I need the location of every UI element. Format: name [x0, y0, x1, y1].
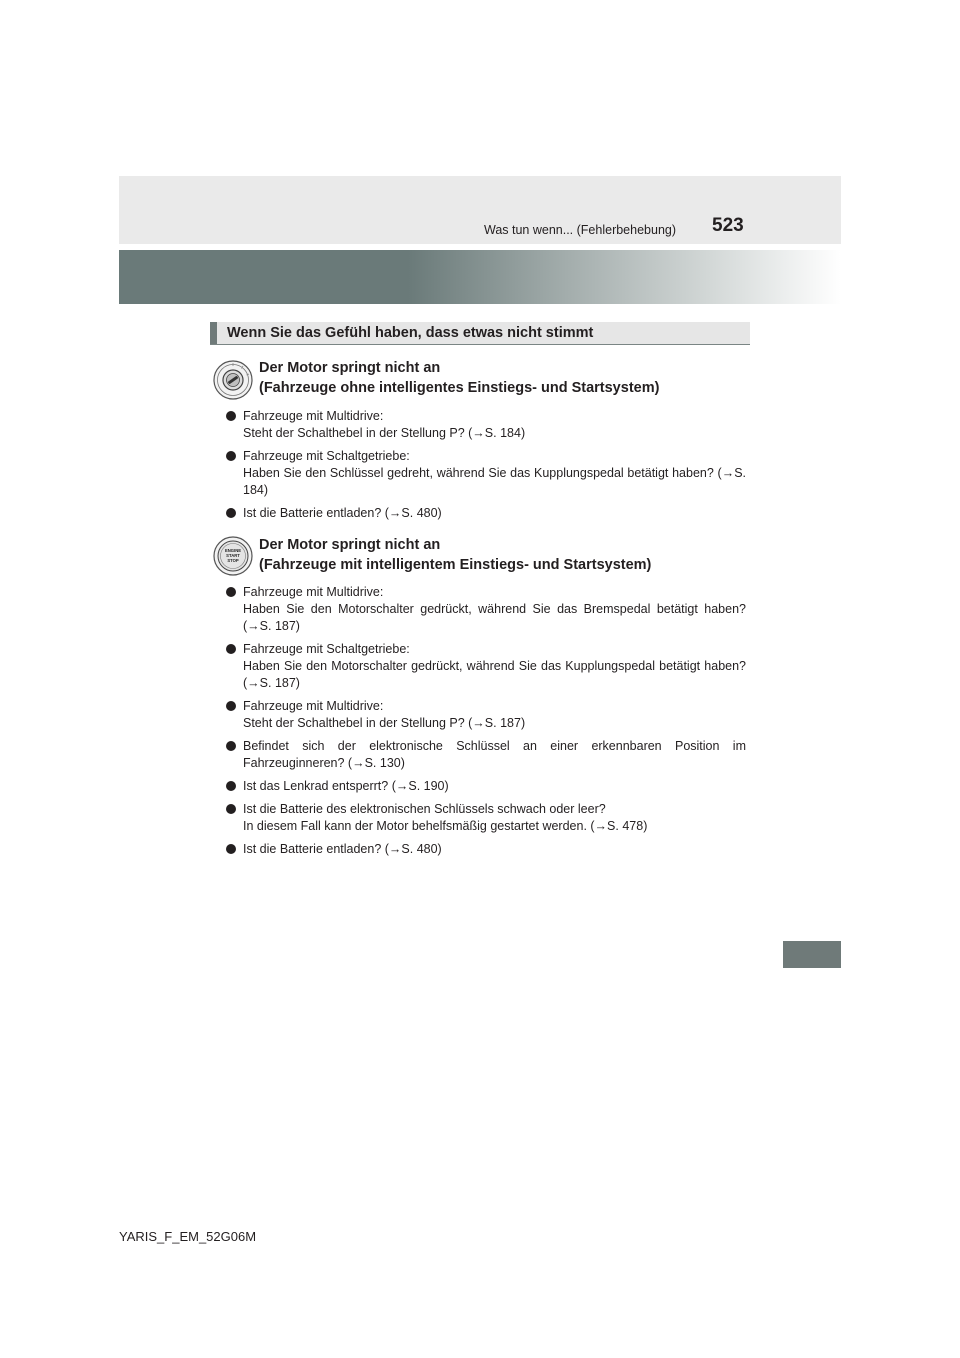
bullet-icon	[226, 411, 236, 421]
list-item-text: Ist die Batterie entladen? (→S. 480)	[243, 842, 442, 856]
ignition-key-switch-icon	[213, 360, 253, 400]
bullet-icon	[226, 804, 236, 814]
document-code: YARIS_F_EM_52G06M	[119, 1229, 257, 1244]
list-item-text: Fahrzeuge mit Multidrive: Steht der Schalthebel in der Stellung P? (→S. 187)	[243, 699, 526, 730]
bullet-icon	[226, 781, 236, 791]
bullet-icon	[226, 451, 236, 461]
page-number: 523	[712, 215, 744, 236]
chapter-title: Was tun wenn... (Fehlerbehebung)	[484, 223, 677, 237]
bullet-icon	[226, 844, 236, 854]
icon-text-start: START	[226, 553, 240, 558]
list-item-text: Befindet sich der elektronische Schlüssel an einer erkennbaren Position im Fahrzeuginneren? (→S. 130)	[243, 739, 746, 770]
list-item-text: Ist das Lenkrad entsperrt? (→S. 190)	[243, 779, 449, 793]
list-item-text: Fahrzeuge mit Multidrive: Steht der Schalthebel in der Stellung P? (→S. 184)	[243, 409, 526, 440]
bullet-icon	[226, 587, 236, 597]
section-heading-accent	[210, 322, 217, 344]
subsection-1-title-line1: Der Motor springt nicht an	[259, 360, 441, 376]
bullet-icon	[226, 701, 236, 711]
icon-text-engine: ENGINE	[224, 548, 242, 553]
icon-text-stop: STOP	[227, 558, 239, 563]
section-heading	[210, 322, 750, 345]
bullet-icon	[226, 644, 236, 654]
bullet-icon	[226, 508, 236, 518]
chapter-banner	[119, 250, 841, 304]
list-item-text: Fahrzeuge mit Multidrive: Haben Sie den Motorschalter gedrückt, während Sie das Bremspedal betätigt haben? (→S. 187)	[243, 585, 746, 633]
list-item-text: Fahrzeuge mit Schaltgetriebe: Haben Sie den Schlüssel gedreht, während Sie das Kupplungspedal betätigt haben? (→S. 184)	[243, 449, 746, 497]
subsection-1-title-line2: (Fahrzeuge ohne intelligentes Einstiegs- und Startsystem)	[259, 380, 660, 396]
list-item-text: Ist die Batterie des elektronischen Schlüssels schwach oder leer? In diesem Fall kann der Motor behelfsmäßig gestartet werden. (→S. 478)	[243, 802, 648, 833]
bullet-icon	[226, 741, 236, 751]
chapter-tab	[783, 941, 841, 968]
section-heading-text: Wenn Sie das Gefühl haben, dass etwas nicht stimmt	[227, 325, 594, 341]
subsection-2-title-line1: Der Motor springt nicht an	[259, 537, 441, 553]
list-item-text: Fahrzeuge mit Schaltgetriebe: Haben Sie den Motorschalter gedrückt, während Sie das Kupplungspedal betätigt haben? (→S. 187)	[243, 642, 746, 690]
subsection-2-title-line2: (Fahrzeuge mit intelligentem Einstiegs- und Startsystem)	[259, 557, 652, 573]
engine-start-stop-button-icon	[213, 536, 253, 576]
list-item-text: Ist die Batterie entladen? (→S. 480)	[243, 506, 442, 520]
